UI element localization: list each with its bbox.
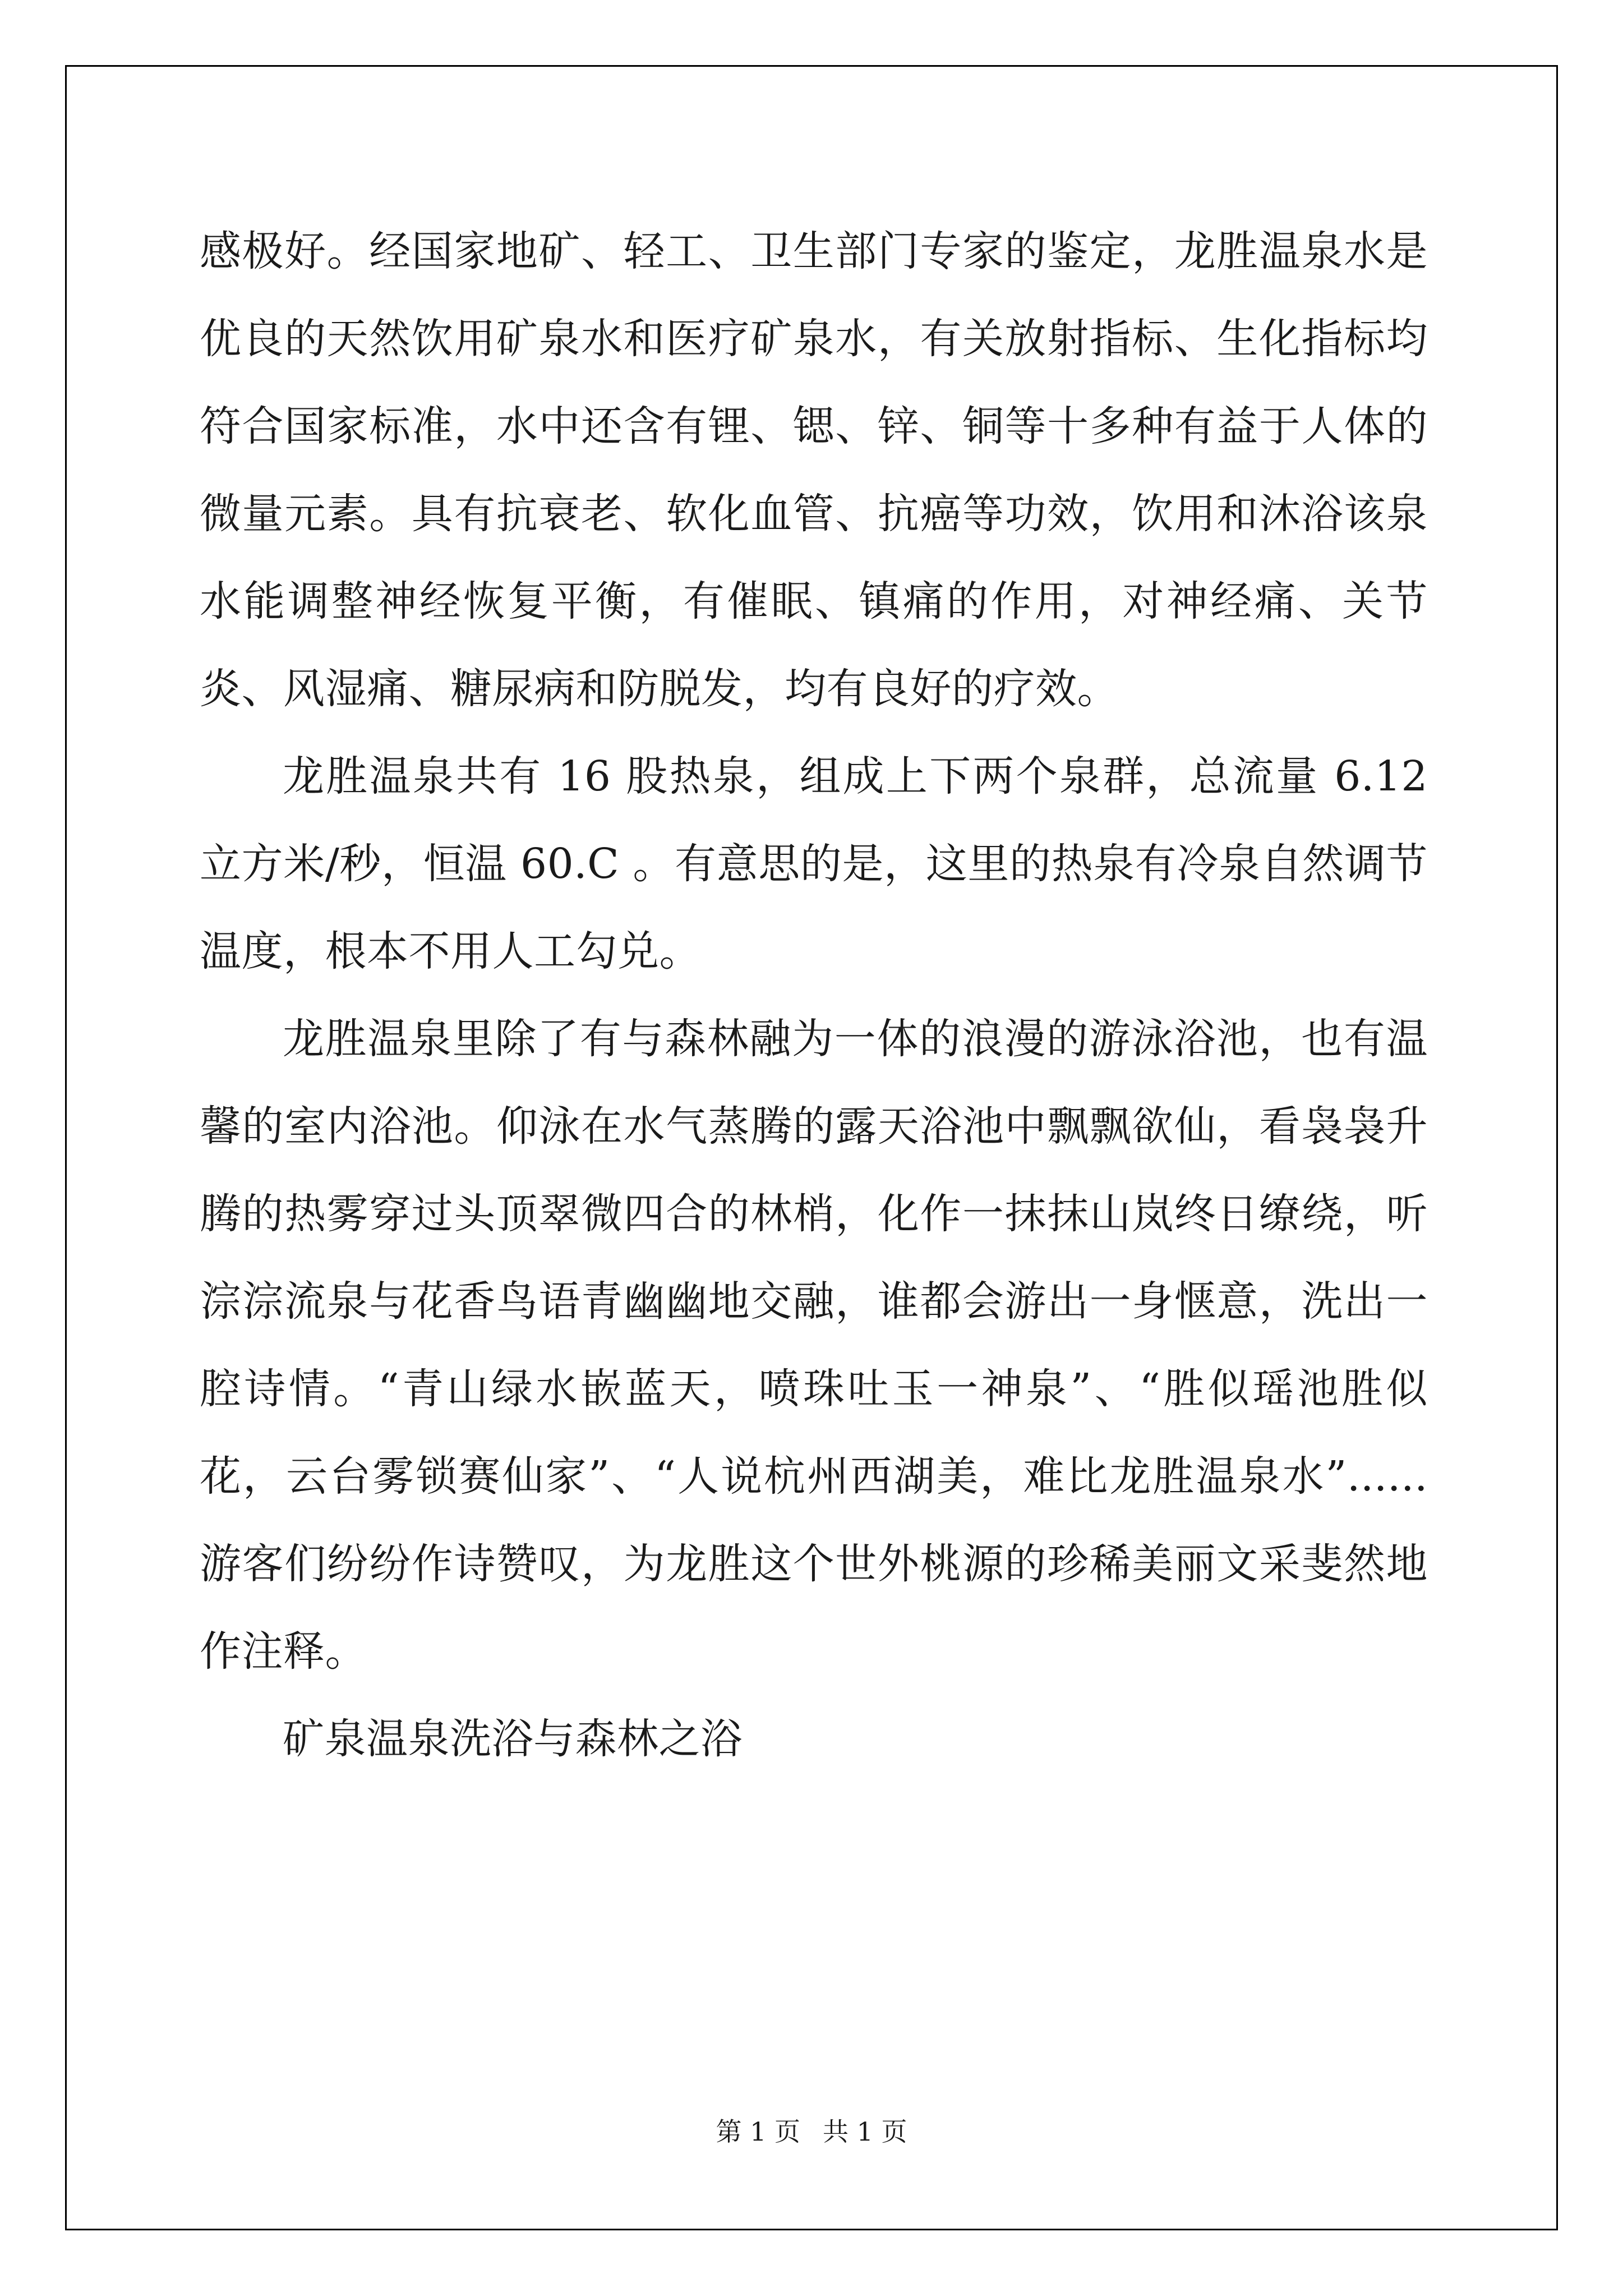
section-heading-forest-bath: 矿泉温泉洗浴与森林之浴	[283, 1715, 743, 1763]
paragraph-mineral-water: 感极好。经国家地矿、轻工、卫生部门专家的鉴定，龙胜温泉水是优良的天然饮用矿泉水和医疗矿泉水，有关放射指标、生化指标均符合国家标准，水中还含有锂、锶、锌、铜等十多种有益于人体的微量元素。具有抗衰老、软化血管、抗癌等功效，饮用和沐浴该泉水能调整神经恢复平衡，有催眠、镇痛的作用，对神经痛、关节炎、风湿痛、糖尿病和防脱发，均有良好的疗效。	[200, 227, 1428, 713]
page-total: 共 1 页	[823, 2116, 907, 2147]
paragraph-hot-springs: 龙胜温泉共有 16 股热泉，组成上下两个泉群，总流量 6.12 立方米/秒，恒温 60.C 。有意思的是，这里的热泉有冷泉自然调节温度，根本不用人工勾兑。	[200, 752, 1428, 976]
page-footer	[0, 2115, 1623, 2148]
page-number: 第 1 页	[716, 2116, 800, 2147]
document-body	[200, 208, 1428, 1783]
paragraph-bathing-pools: 龙胜温泉里除了有与森林融为一体的浪漫的游泳浴池，也有温馨的室内浴池。仰泳在水气蒸腾的露天浴池中飘飘欲仙，看袅袅升腾的热雾穿过头顶翠微四合的林梢，化作一抹抹山岚终日缭绕，听淙淙流泉与花香鸟语青幽幽地交融，谁都会游出一身惬意，洗出一腔诗情。“青山绿水嵌蓝天，喷珠吐玉一神泉”、“胜似瑶池胜似花，云台雾锁赛仙家”、“人说杭州西湖美，难比龙胜温泉水”......游客们纷纷作诗赞叹，为龙胜这个世外桃源的珍稀美丽文采斐然地作注释。	[200, 1015, 1428, 1676]
